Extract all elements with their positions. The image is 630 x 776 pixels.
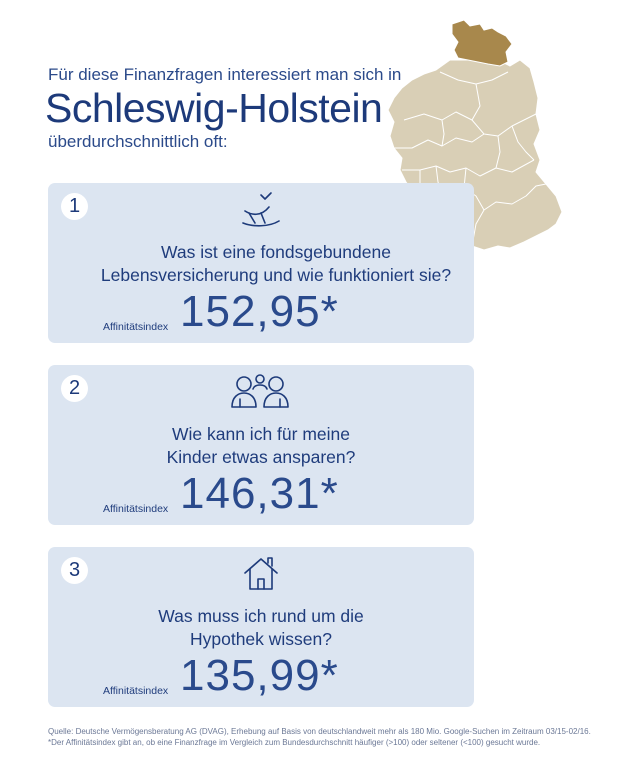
house-icon bbox=[239, 553, 283, 593]
footer-notes bbox=[48, 726, 608, 748]
question-card-2 bbox=[48, 365, 474, 525]
question-text bbox=[68, 605, 454, 651]
source-note: Quelle: Deutsche Vermögensberatung AG (DVAG), Erhebung auf Basis von deutschlandweit mehr als 180 Mio. Google-Suchen im Zeitraum 03/15-02/16. bbox=[48, 727, 591, 736]
index-label: Affinitätsindex bbox=[103, 503, 169, 515]
question-line-1: Was ist eine fondsgebundene bbox=[161, 242, 391, 262]
question-line-2: Kinder etwas ansparen? bbox=[166, 447, 356, 467]
question-line-2: Hypothek wissen? bbox=[189, 629, 333, 649]
schleswig-holstein-region bbox=[452, 20, 512, 66]
rank-badge: 2 bbox=[61, 375, 88, 402]
index-label: Affinitätsindex bbox=[103, 321, 169, 333]
index-label: Affinitätsindex bbox=[103, 685, 169, 697]
question-text bbox=[68, 423, 454, 469]
index-footnote: *Der Affinitätsindex gibt an, ob eine Finanzfrage im Vergleich zum Bundesdurchschnitt häufiger (>100) oder seltener (<100) gesucht wurde. bbox=[48, 738, 541, 747]
rank-badge: 3 bbox=[61, 557, 88, 584]
family-icon bbox=[228, 371, 292, 411]
question-line-1: Was muss ich rund um die bbox=[158, 606, 364, 626]
question-card-3 bbox=[48, 547, 474, 707]
index-value: 135,99* bbox=[180, 651, 339, 700]
index-value: 146,31* bbox=[180, 469, 339, 518]
index-value: 152,95* bbox=[180, 287, 339, 336]
intro-text: Für diese Finanzfragen interessiert man sich in bbox=[48, 65, 402, 84]
rank-badge: 1 bbox=[61, 193, 88, 220]
subtitle-text: überdurchschnittlich oft: bbox=[48, 132, 228, 151]
rocking-chair-icon bbox=[239, 189, 283, 229]
question-card-1 bbox=[48, 183, 474, 343]
question-line-1: Wie kann ich für meine bbox=[172, 424, 350, 444]
region-title: Schleswig-Holstein bbox=[45, 85, 383, 131]
question-text bbox=[88, 241, 464, 287]
question-line-2: Lebensversicherung und wie funktioniert sie? bbox=[100, 265, 452, 285]
